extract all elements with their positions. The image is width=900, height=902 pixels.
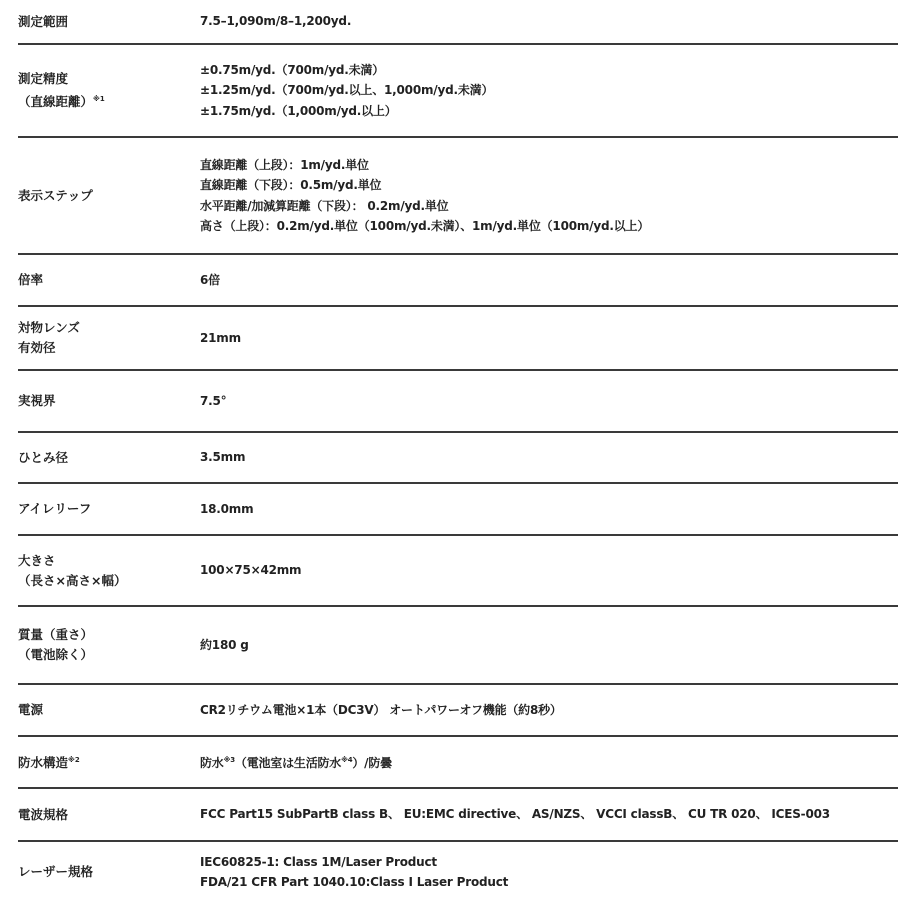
spec-value-text: ）/防曇 — [352, 756, 392, 771]
spec-value — [200, 804, 830, 825]
footnote-mark: ※2 — [68, 756, 80, 765]
spec-label-line — [18, 750, 200, 773]
spec-row — [18, 433, 898, 484]
spec-label-line: 有効径 — [18, 340, 56, 355]
spec-label — [18, 318, 200, 358]
spec-label — [18, 448, 200, 468]
spec-label-line: 電波規格 — [18, 806, 69, 822]
spec-label — [18, 805, 200, 825]
spec-label-line: 表示ステップ — [18, 187, 93, 203]
spec-value-line: FDA/21 CFR Part 1040.10:Class I Laser Product — [200, 875, 509, 889]
spec-value-line: 21mm — [200, 330, 241, 345]
spec-value — [200, 852, 508, 893]
spec-label — [18, 69, 200, 112]
footnote-mark: ※4 — [341, 756, 353, 765]
spec-row — [18, 842, 898, 902]
spec-label-line: （長さ×高さ×幅） — [18, 572, 127, 588]
spec-row — [18, 484, 898, 536]
spec-label-line: 倍率 — [18, 272, 44, 287]
spec-value-line: ±1.75m/yd.（1,000m/yd.以上） — [200, 103, 397, 118]
spec-value — [200, 499, 253, 520]
spec-label — [18, 391, 200, 411]
spec-value — [200, 155, 649, 237]
spec-label-line: レーザー規格 — [18, 864, 94, 879]
spec-value-line: 6倍 — [200, 272, 220, 287]
spec-value-line: IEC60825-1: Class 1M/Laser Product — [200, 854, 437, 869]
footnote-mark: ※3 — [223, 756, 235, 765]
spec-label-text: 防水構造 — [18, 755, 69, 771]
spec-value-line: 18.0mm — [200, 501, 254, 516]
spec-value-line: 約180 g — [200, 637, 249, 652]
spec-value-text: 防水 — [200, 756, 224, 771]
spec-table — [18, 0, 898, 902]
spec-value — [200, 391, 226, 412]
spec-row — [18, 737, 898, 789]
spec-label — [18, 862, 200, 882]
spec-row — [18, 255, 898, 307]
spec-value — [200, 635, 249, 656]
spec-value-line: 水平距離/加減算距離（下段）： 0.2m/yd.単位 — [200, 198, 449, 213]
footnote-mark: ※1 — [93, 94, 105, 103]
spec-row — [18, 138, 898, 255]
spec-value — [200, 750, 392, 774]
spec-value — [200, 560, 301, 581]
spec-value-line: 3.5mm — [200, 450, 246, 465]
spec-label-line: 質量（重さ） — [18, 627, 94, 642]
spec-value-line: FCC Part15 SubPartB class B、 EU:EMC directive、 AS/NZS、 VCCI classB、 CU TR 020、 ICES-003 — [200, 807, 830, 822]
spec-value-line: ±0.75m/yd.（700m/yd.未満） — [200, 62, 385, 77]
spec-label-line: 測定範囲 — [18, 13, 69, 29]
spec-value-line — [200, 750, 392, 774]
spec-label-line: 測定精度 — [18, 70, 69, 86]
spec-row — [18, 307, 898, 371]
spec-row — [18, 685, 898, 737]
spec-label-text: （直線距離） — [18, 94, 94, 110]
spec-label-line: 大きさ — [18, 552, 56, 568]
spec-row — [18, 45, 898, 138]
spec-value — [200, 328, 241, 349]
spec-label — [18, 700, 200, 720]
spec-label-line: 電源 — [18, 702, 44, 717]
spec-row — [18, 371, 898, 433]
spec-label-line: 実視界 — [18, 393, 56, 408]
spec-value-line: 直線距離（下段）：0.5m/yd.単位 — [200, 178, 382, 192]
spec-label — [18, 750, 200, 773]
spec-label — [18, 186, 200, 206]
spec-row — [18, 536, 898, 607]
spec-label-line: （電池除く） — [18, 647, 94, 662]
spec-label — [18, 499, 200, 519]
spec-value — [200, 60, 493, 122]
spec-row — [18, 0, 898, 45]
spec-value-line: 高さ（上段）：0.2m/yd.単位（100m/yd.未満）、1m/yd.単位（100m/yd.以上） — [200, 219, 650, 233]
spec-label — [18, 551, 200, 591]
spec-value-text: （電池室は生活防水 — [234, 756, 342, 771]
spec-value-line: 100×75×42mm — [200, 563, 302, 578]
spec-value — [200, 270, 220, 291]
spec-label — [18, 12, 200, 32]
spec-value — [200, 700, 562, 721]
spec-label-line: 対物レンズ — [18, 320, 80, 335]
spec-label-line: アイレリーフ — [18, 501, 92, 516]
spec-value-line: ±1.25m/yd.（700m/yd.以上、1,000m/yd.未満） — [200, 83, 494, 98]
spec-label — [18, 270, 200, 290]
spec-label — [18, 625, 200, 665]
spec-value-line: 7.5–1,090m/8–1,200yd. — [200, 14, 352, 29]
spec-value-line: 7.5° — [200, 393, 227, 408]
spec-value — [200, 447, 245, 468]
spec-label-line — [18, 89, 200, 112]
spec-value-line: CR2リチウム電池×1本（DC3V） オートパワーオフ機能（約8秒） — [200, 702, 562, 717]
spec-row — [18, 789, 898, 842]
spec-row — [18, 607, 898, 685]
spec-label-line: ひとみ径 — [18, 449, 69, 465]
spec-value — [200, 11, 351, 32]
spec-value-line: 直線距離（上段）：1m/yd.単位 — [200, 157, 369, 172]
